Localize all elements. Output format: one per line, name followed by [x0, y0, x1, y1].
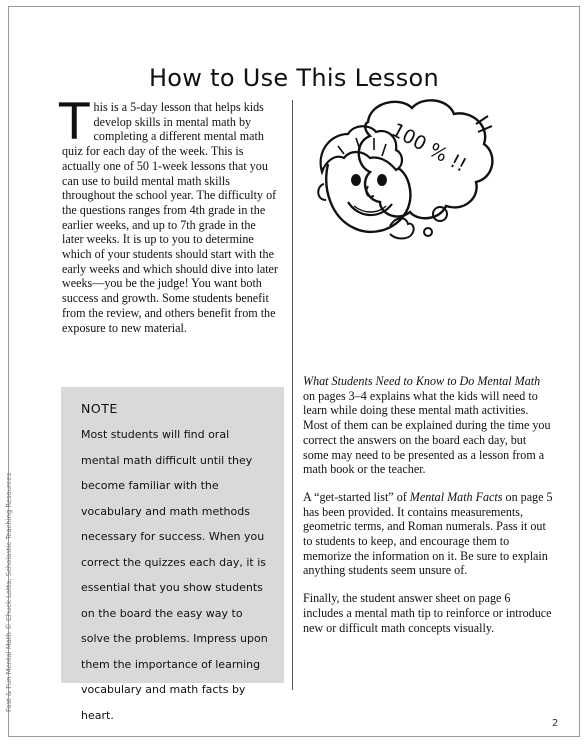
- paragraph-text: on page 5 has been provided. It contains measurements, geometric terms, and Roman numerals. Pass it out to students to keep, and encourage them to memorize the information on it. Be sure to explain anything students seem unsure of.: [303, 489, 553, 578]
- intro-text: his is a 5-day lesson that helps kids develop skills in mental math by completing a different mental math quiz for each day of the week. This is actually one of 50 1-week lessons that you can use to build mental math skills throughout the school year. The difficulty of the questions ranges from 4th grade in the earlier weeks, and up to 7th grade in the later weeks. It is up to you to determine which of your students should start with the early weeks and which should dive into later weeks—you be the judge! You want both success and growth. Some students benefit from the review, and others benefit from the exposure to new material.: [62, 100, 278, 335]
- paragraph-answer-sheet: Finally, the student answer sheet on page 6 includes a mental math tip to reinforce or introduce new or difficult math concepts visually.: [303, 591, 552, 635]
- paragraph-text: on pages 3–4 explains what the kids will need to learn while doing these mental math activities. Most of them can be explained during the time you correct the answers on the board each day, but some may need to be presented as a lesson from a math book or the teacher.: [303, 388, 551, 477]
- page-title: How to Use This Lesson: [148, 64, 440, 93]
- intro-paragraph: [59, 93, 280, 335]
- right-column-text: [303, 374, 553, 648]
- note-heading: NOTE: [81, 401, 118, 416]
- excitement-lines: [476, 116, 492, 132]
- paragraph-text: A “get-started list” of: [303, 489, 410, 504]
- book-section-title: What Students Need to Know to Do Mental Math: [303, 374, 541, 388]
- tiny-bubble: [424, 228, 432, 236]
- hand: [390, 218, 414, 238]
- paragraph-get-started-list: [303, 490, 553, 578]
- column-divider: [292, 100, 293, 690]
- left-eye: [351, 174, 361, 186]
- thought-cloud-shape: [359, 100, 493, 218]
- ear: [318, 184, 326, 200]
- page-number: 2: [552, 718, 559, 729]
- drop-cap: T: [59, 93, 90, 151]
- book-section-title: Mental Math Facts: [409, 489, 503, 504]
- thinking-kid-illustration: [308, 94, 498, 254]
- side-credit: Fast & Fun Mental Math © Chuck Lotta, Scholastic Teaching Resources: [5, 472, 13, 712]
- note-text: Most students will find oral mental math difficult until they become familiar with the vocabulary and math methods necessary for success. When you correct the quizzes each day, it is essential that you show students on the board the easy way to solve the problems. Impress upon them the importance of learning vocabulary and math facts by heart.: [81, 428, 268, 722]
- right-eye: [377, 174, 387, 186]
- paragraph-students-need-to-know: [303, 374, 553, 477]
- bubble-text: 100 % !!: [387, 118, 471, 177]
- note-box: [61, 387, 284, 722]
